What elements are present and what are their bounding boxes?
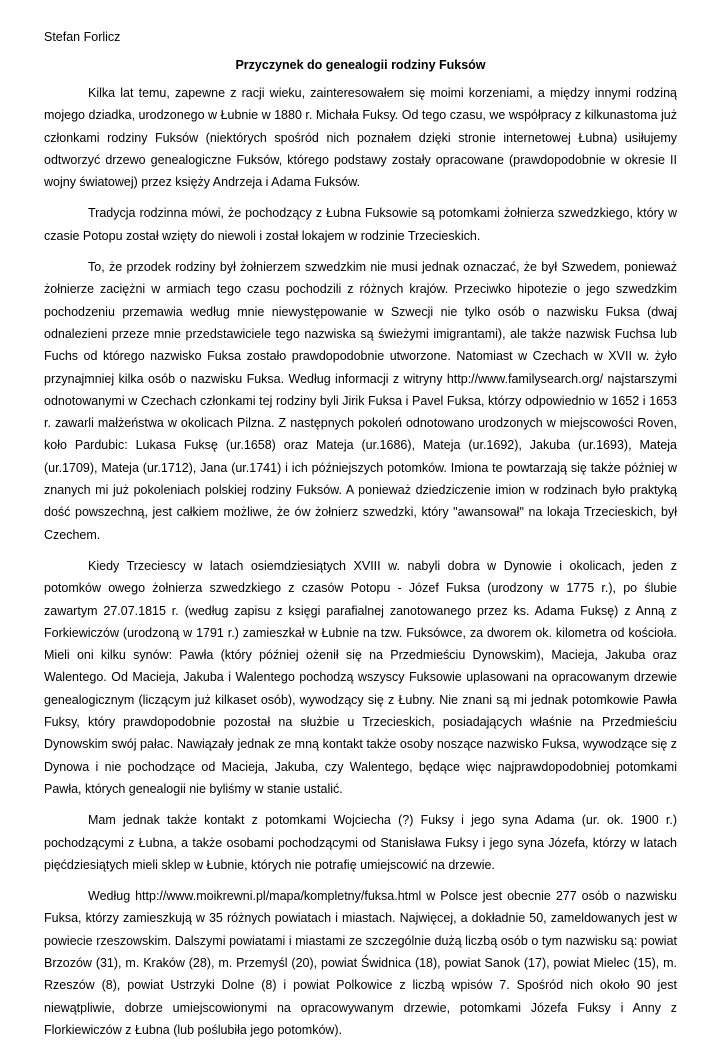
document-title: Przyczynek do genealogii rodziny Fuksów <box>235 58 486 72</box>
paragraph-4: Kiedy Trzeciescy w latach osiemdziesiątych XVIII w. nabyli dobra w Dynowie i okolicach, jeden z potomków owego żołnierza szwedzkiego z czasów Potopu - Józef Fuksa (urodzony w 1775 r.), po ślubie zawartym 27.07.1815 r. (według zapisu z księgi parafialnej zanotowanego przez ks. Adama Fuksę) z Anną z Forkiewiczów (urodzoną w 1791 r.) zamieszkał w Łubnie na tzw. Fuksówce, za dworem ok. kilometra od kościoła. Mieli oni kilku synów: Pawła (który później ożenił się na Przedmieściu Dynowskim), Macieja, Jakuba oraz Walentego. Od Macieja, Jakuba i Walentego pochodzą wszyscy Fuksowie uplasowani na opracowanym drzewie genealogicznym (liczącym już kilkaset osób), wywodzący się z Łubny. Nie znani są mi jednak potomkowie Pawła Fuksy, który prawdopodobnie pozostał na służbie u Trzecieskich, posiadających właśnie na Przedmieściu Dynowskim swój pałac. Nawiązały jednak ze mną kontakt także osoby noszące nazwisko Fuksa, wywodzące się z Dynowa i nie pochodzące od Macieja, Jakuba, czy Walentego, będące więc najprawdopodobniej potomkami Pawła, których genealogii nie byliśmy w stanie ustalić. <box>44 558 677 796</box>
document-body <box>44 82 677 1050</box>
author-name: Stefan Forlicz <box>44 30 121 44</box>
paragraph-6: Według http://www.moikrewni.pl/mapa/kompletny/fuksa.html w Polsce jest obecnie 277 osób o nazwisku Fuksa, którzy zamieszkują w 35 różnych powiatach i miastach. Najwięcej, a dokładnie 50, zameldowanych jest w powiecie rzeszowskim. Dalszymi powiatami i miastami ze szczególnie dużą liczbą osób o tym nazwisku są: powiat Brzozów (31), m. Kraków (28), m. Przemyśl (20), powiat Świdnica (18), powiat Sanok (17), powiat Mielec (15), m. Rzeszów (8), powiat Ustrzyki Dolne (8) i powiat Polkowice z liczbą wpisów 7. Spośród nich około 90 jest niewątpliwie, dobrze umiejscowionymi na opracowywanym drzewie, potomkami Józefa Fuksy i Anny z Florkiewiczów z Łubna (lub poślubiła jego potomków). <box>44 889 677 1037</box>
paragraph-2: Tradycja rodzinna mówi, że pochodzący z Łubna Fuksowie są potomkami żołnierza szwedzkiego, który w czasie Potopu został wzięty do niewoli i został lokajem w rodzinie Trzecieskich. <box>44 206 677 243</box>
paragraph-5: Mam jednak także kontakt z potomkami Wojciecha (?) Fuksy i jego syna Adama (ur. ok. 1900 r.) pochodzącymi z Łubna, a także osobami pochodzącymi od Stanisława Fuksy i jego syna Józefa, którzy w latach pięćdziesiątych mieli sklep w Łubnie, których nie potrafię umiejscowić na drzewie. <box>44 813 677 872</box>
paragraph-1: Kilka lat temu, zapewne z racji wieku, zainteresowałem się moimi korzeniami, a między innymi rodziną mojego dziadka, urodzonego w Łubnie w 1880 r. Michała Fuksy. Od tego czasu, we współpracy z kilkunastoma już członkami rodziny Fuksów (niektórych spośród nich poznałem dzięki stronie internetowej Łubna) usiłujemy odtworzyć drzewo genealogiczne Fuksów, którego podstawy zostały opracowane (prawdopodobnie w okresie II wojny światowej) przez księży Andrzeja i Adama Fuksów. <box>44 86 677 190</box>
paragraph-3: To, że przodek rodziny był żołnierzem szwedzkim nie musi jednak oznaczać, że był Szwedem, ponieważ żołnierze zaciężni w armiach tego czasu pochodzili z różnych krajów. Przeciwko hipotezie o jego szwedzkim pochodzeniu przemawia według mnie niewystępowanie w Szwecji nie tylko osób o nazwisku Fuksa (dwaj odnalezieni przeze mnie przedstawiciele tego nazwiska są świeżymi imigrantami), ale także nazwisk Fuchsa lub Fuchs od którego nazwisko Fuksa zostało prawdopodobnie utworzone. Natomiast w Czechach w XVII w. żyło przynajmniej kilka osób o nazwisku Fuksa. Według informacji z witryny http://www.familysearch.org/ najstarszymi odnotowanymi w Czechach członkami tej rodziny byli Jirik Fuksa i Pavel Fuksa, którzy odpowiednio w 1652 i 1653 r. zawarli małżeństwa w okolicach Pilzna. Z następnych pokoleń odnotowano urodzonych w miejscowości Roven, koło Pardubic: Lukasa Fuksę (ur.1658) oraz Mateja (ur.1686), Mateja (ur.1692), Jakuba (ur.1693), Mateja (ur.1709), Mateja (ur.1712), Jana (ur.1741) i ich późniejszych potomków. Imiona te powtarzają się także później w znanych mi już pokoleniach polskiej rodziny Fuksów. A ponieważ dziedziczenie imion w rodzinach było praktyką dość powszechną, jest całkiem możliwe, że ów żołnierz szwedzki, który "awansował" na lokaja Trzecieskich, był Czechem. <box>44 260 677 542</box>
